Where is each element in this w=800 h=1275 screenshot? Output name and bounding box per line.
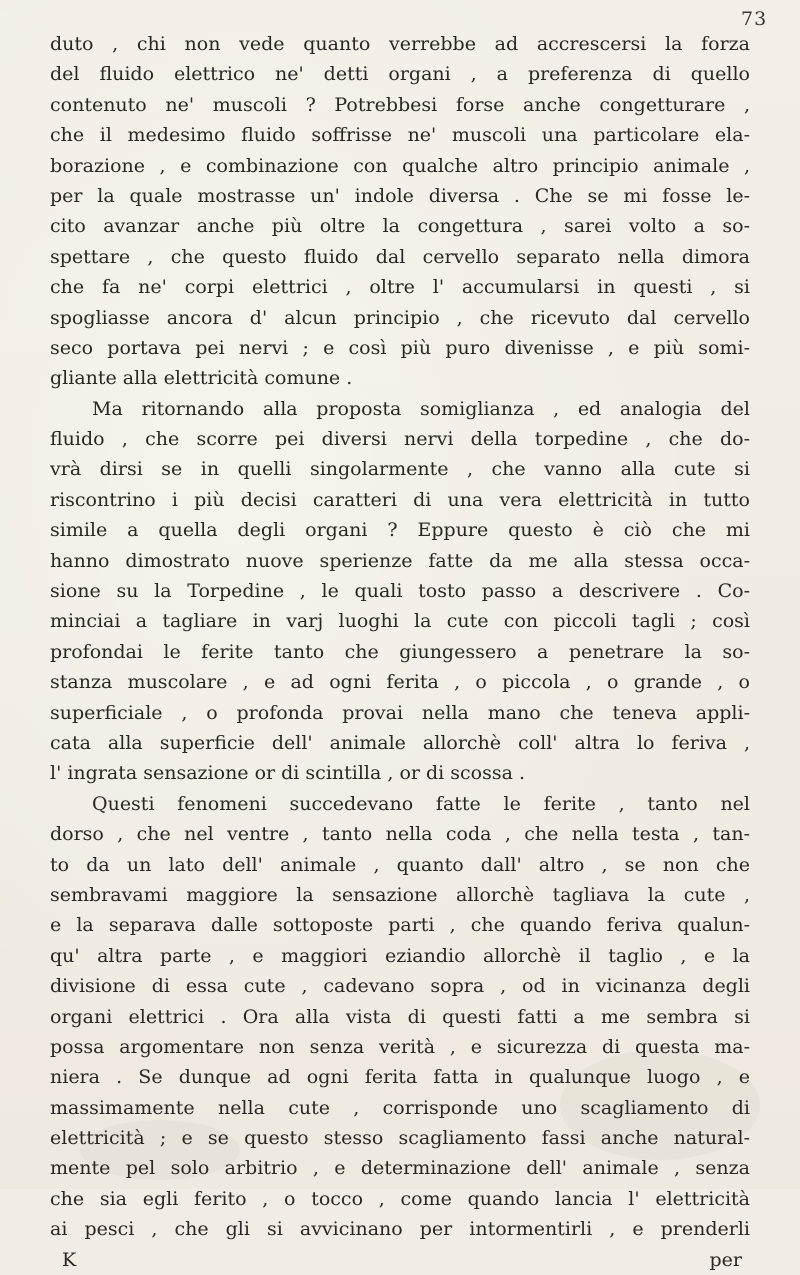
text-line: sione su la Torpedine , le quali tosto passo a descrivere . Co- [50, 580, 750, 603]
text-line: massimamente nella cute , corrisponde uno scagliamento di [50, 1096, 750, 1119]
text-line: del fluido elettrico ne' detti organi , a preferenza di quello [50, 63, 750, 86]
text-line: mente pel solo arbitrio , e determinazione dell' animale , senza [50, 1157, 750, 1180]
text-line: to da un lato dell' animale , quanto dall' altro , se non che [50, 853, 750, 876]
text-line: sembravami maggiore la sensazione allorchè tagliava la cute , [50, 883, 750, 906]
text-line: borazione , e combinazione con qualche altro principio animale , [50, 154, 750, 177]
text-line: profondai le ferite tanto che giungessero a penetrare la so- [50, 640, 750, 663]
page-number: 73 [741, 8, 768, 30]
text-line: duto , chi non vede quanto verrebbe ad accrescersi la forza [50, 33, 750, 55]
text-line: qu' altra parte , e maggiori eziandio allorchè il taglio , e la [50, 944, 750, 967]
signature-line [50, 1245, 750, 1275]
text-line: Ma ritornando alla proposta somiglianza , ed analogia del [92, 397, 750, 420]
catchword: per [709, 1248, 742, 1271]
text-line: organi elettrici . Ora alla vista di questi fatti a me sembra si [50, 1005, 750, 1028]
text-line: l' ingrata sensazione or di scintilla , or di scossa . [50, 762, 526, 785]
text-line: hanno dimostrato nuove sperienze fatte da me alla stessa occa- [50, 549, 750, 572]
text-line: minciai a tagliare in varj luoghi la cute con piccoli tagli ; così [50, 610, 750, 633]
text-line: riscontrino i più decisi caratteri di una vera elettricità in tutto [50, 488, 750, 511]
text-line: niera . Se dunque ad ogni ferita fatta in qualunque luogo , e [50, 1066, 750, 1089]
text-line: contenuto ne' muscoli ? Potrebbesi forse anche congetturare , [50, 93, 750, 116]
text-line: spettare , che questo fluido dal cervello separato nella dimora [50, 245, 750, 268]
text-line: divisione di essa cute , cadevano sopra , od in vicinanza degli [50, 975, 750, 998]
text-line: stanza muscolare , e ad ogni ferita , o piccola , o grande , o [50, 671, 750, 694]
text-line: Questi fenomeni succedevano fatte le ferite , tanto nel [92, 792, 750, 815]
text-line: simile a quella degli organi ? Eppure questo è ciò che mi [50, 519, 750, 542]
text-line: dorso , che nel ventre , tanto nella coda , che nella testa , tan- [50, 823, 750, 846]
text-line: per la quale mostrasse un' indole diversa . Che se mi fosse le- [50, 184, 750, 207]
text-line: superficiale , o profonda provai nella mano che teneva appli- [50, 701, 750, 724]
text-line: fluido , che scorre pei diversi nervi della torpedine , che do- [50, 428, 750, 451]
text-line: possa argomentare non senza verità , e sicurezza di questa ma- [50, 1035, 750, 1058]
signature-mark: K [62, 1248, 77, 1271]
text-line: ai pesci , che gli si avvicinano per intormentirli , e prenderli [50, 1218, 750, 1241]
text-line: e la separava dalle sottoposte parti , che quando feriva qualun- [50, 914, 750, 937]
text-line: cito avanzar anche più oltre la congettura , sarei volto a so- [50, 215, 750, 238]
text-line: che il medesimo fluido soffrisse ne' muscoli una particolare ela- [50, 124, 750, 147]
text-line: seco portava pei nervi ; e così più puro divenisse , e più somi- [50, 336, 750, 359]
text-line: cata alla superficie dell' animale allorchè coll' altra lo feriva , [50, 731, 750, 754]
body-text [50, 29, 750, 1275]
text-line: che fa ne' corpi elettrici , oltre l' accumularsi in questi , si [50, 276, 750, 299]
text-line: vrà dirsi se in quelli singolarmente , che vanno alla cute si [50, 458, 750, 481]
text-line: spogliasse ancora d' alcun principio , che ricevuto dal cervello [50, 306, 750, 329]
text-line: elettricità ; e se questo stesso scagliamento fassi anche natural- [50, 1127, 750, 1150]
text-line: gliante alla elettricità comune . [50, 367, 353, 390]
text-line: che sia egli ferito , o tocco , come quando lancia l' elettricità [50, 1187, 750, 1210]
